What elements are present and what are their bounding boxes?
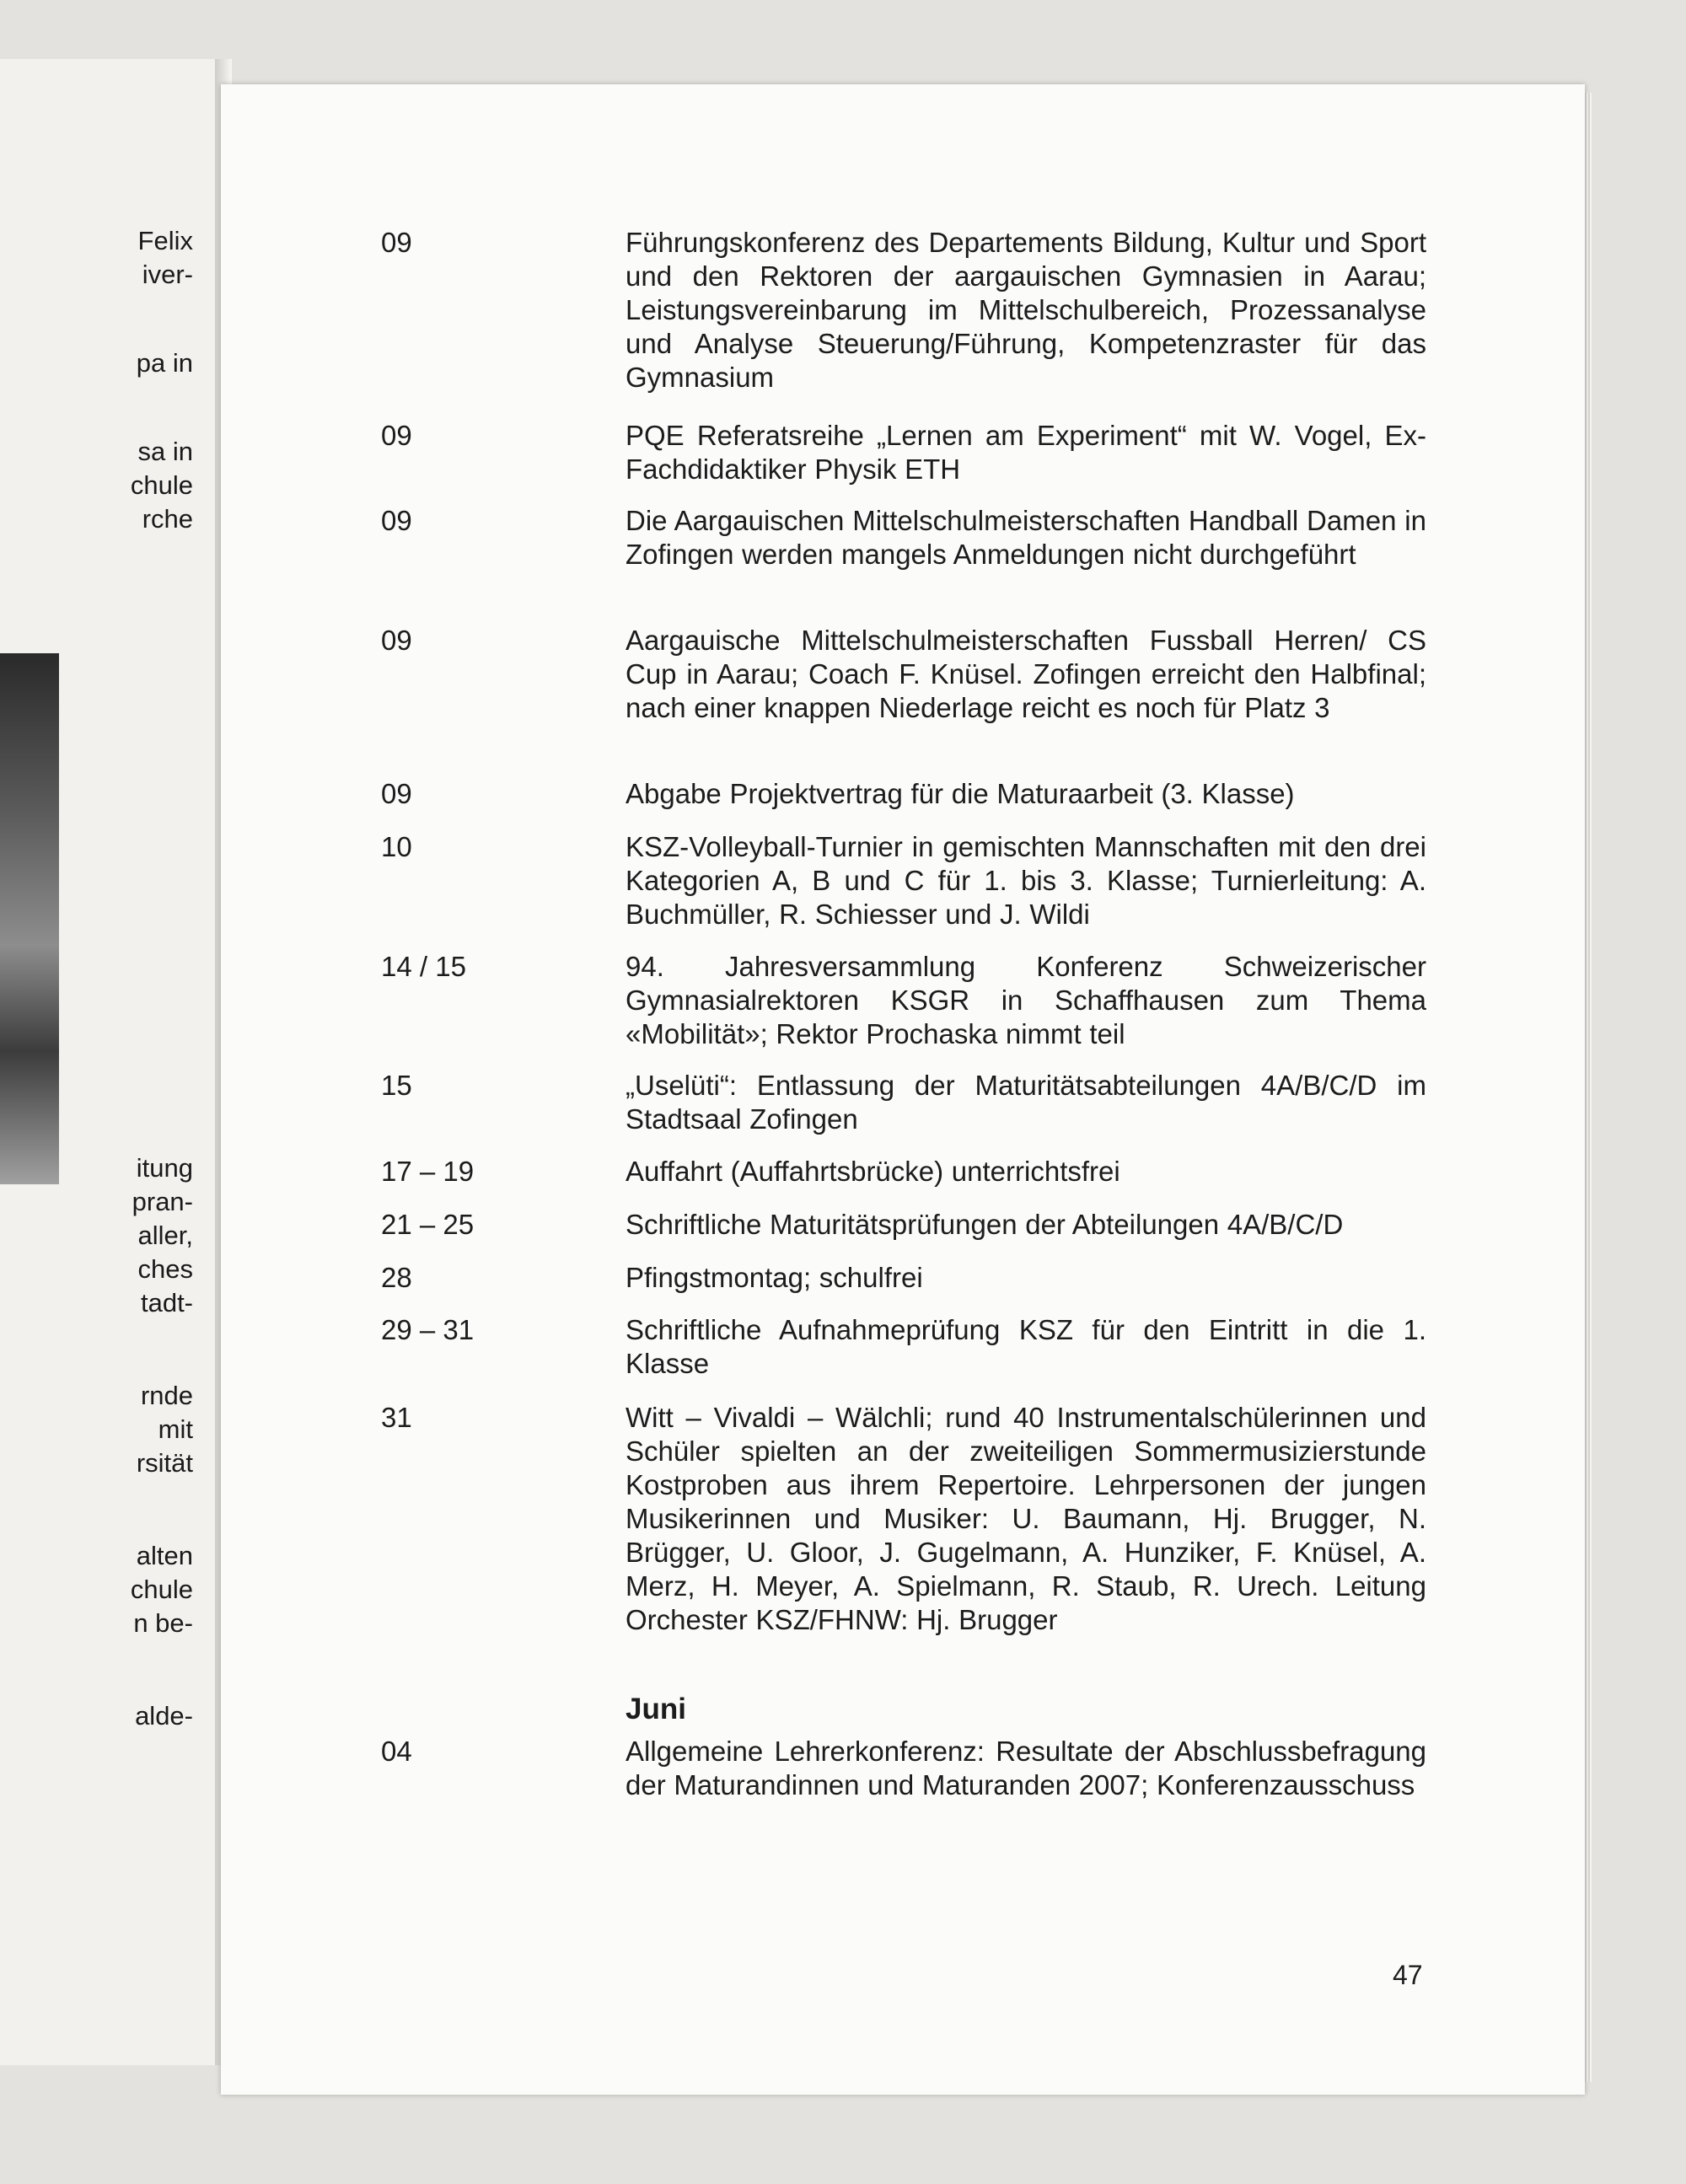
left-fragment: alde-: [135, 1701, 193, 1731]
entry-date: 09: [381, 625, 412, 656]
left-fragment: Felix: [137, 226, 193, 255]
page-number: 47: [1393, 1960, 1423, 1990]
entry-text: Führungskonferenz des Departements Bildung, Kultur und Sport und den Rektoren der aargauischen Gymnasien in Aarau; Leistungsvereinbarung im Mittelschulbereich, Prozessanalyse und Analyse Steuerung/Führung, Kompetenzraster für das Gymnasium: [626, 227, 1426, 393]
left-fragment: pran-: [132, 1187, 193, 1216]
entry-date: 21 – 25: [381, 1209, 475, 1240]
left-fragment: pa in: [136, 348, 193, 378]
entry-text: Auffahrt (Auffahrtsbrücke) unterrichtsfrei: [626, 1156, 1120, 1187]
entry-date: 28: [381, 1262, 412, 1293]
entry-date: 14 / 15: [381, 951, 466, 982]
entry-date: 29 – 31: [381, 1314, 475, 1345]
entry-text: Abgabe Projektvertrag für die Maturaarbeit (3. Klasse): [626, 778, 1295, 809]
left-page: [0, 59, 215, 2065]
left-fragment: ches: [137, 1254, 193, 1284]
left-fragment: rnde: [140, 1381, 193, 1410]
entry-date: 10: [381, 831, 412, 862]
entry-text: Allgemeine Lehrerkonferenz: Resultate der Abschlussbefragung der Maturandinnen und Maturanden 2007; Konferenzausschuss: [626, 1736, 1426, 1800]
entry-text: Aargauische Mittelschulmeisterschaften Fussball Herren/ CS Cup in Aarau; Coach F. Knüsel. Zofingen erreicht den Halbfinal; nach einer knappen Niederlage reicht es noch für Platz 3: [626, 625, 1426, 723]
right-page: [221, 84, 1585, 2095]
entry-text: Pfingstmontag; schulfrei: [626, 1262, 923, 1293]
left-fragment: alten: [136, 1541, 193, 1570]
left-fragment: chule: [130, 1575, 193, 1604]
entry-date: 17 – 19: [381, 1156, 475, 1187]
entry-text: „Uselüti“: Entlassung der Maturitätsabteilungen 4A/B/C/D im Stadtsaal Zofingen: [626, 1070, 1426, 1135]
left-fragment: chule: [130, 470, 193, 500]
entry-date: 31: [381, 1402, 412, 1433]
entry-text: KSZ-Volleyball-Turnier in gemischten Mannschaften mit den drei Kategorien A, B und C für 1. bis 3. Klasse; Turnierleitung: A. Buchmüller, R. Schiesser und J. Wildi: [626, 831, 1426, 930]
left-fragment: tadt-: [140, 1288, 193, 1317]
entry-date: 15: [381, 1070, 412, 1101]
left-fragment: rsität: [136, 1448, 193, 1478]
entry-date: 09: [381, 778, 412, 809]
entry-text: 94. Jahresversammlung Konferenz Schweizerischer Gymnasialrektoren KSGR in Schaffhausen zum Thema «Mobilität»; Rektor Prochaska nimmt teil: [626, 951, 1426, 1049]
left-fragment: mit: [158, 1414, 193, 1444]
entry-text: Schriftliche Maturitätsprüfungen der Abteilungen 4A/B/C/D: [626, 1209, 1344, 1240]
month-heading: Juni: [626, 1693, 686, 1725]
left-fragment: iver-: [142, 260, 193, 289]
entry-text: Die Aargauischen Mittelschulmeisterschaften Handball Damen in Zofingen werden mangels Anmeldungen nicht durchgeführt: [626, 505, 1426, 570]
entry-date: 09: [381, 227, 412, 258]
entry-date: 04: [381, 1736, 412, 1767]
left-fragment: itung: [136, 1153, 193, 1183]
entry-text: Schriftliche Aufnahmeprüfung KSZ für den Eintritt in die 1. Klasse: [626, 1314, 1426, 1379]
entry-date: 09: [381, 420, 412, 451]
entry-date: 09: [381, 505, 412, 536]
left-fragment: aller,: [137, 1221, 193, 1250]
left-page-photo: [0, 653, 59, 1184]
left-fragment: sa in: [137, 437, 193, 466]
left-fragment: rche: [142, 504, 193, 534]
entry-text: Witt – Vivaldi – Wälchli; rund 40 Instrumentalschülerinnen und Schüler spielten an der zweiteiligen Sommermusizierstunde Kostproben aus ihrem Repertoire. Lehrpersonen der jungen Musikerinnen und Musiker: U. Baumann, Hj. Brugger, N. Brügger, U. Gloor, J. Gugelmann, A. Hunziker, F. Knüsel, A. Merz, H. Meyer, A. Spielmann, R. Staub, R. Urech. Leitung Orchester KSZ/FHNW: Hj. Brugger: [626, 1402, 1426, 1635]
entry-text: PQE Referatsreihe „Lernen am Experiment“ mit W. Vogel, Ex-Fachdidaktiker Physik ETH: [626, 420, 1426, 485]
left-fragment: n be-: [133, 1608, 193, 1638]
